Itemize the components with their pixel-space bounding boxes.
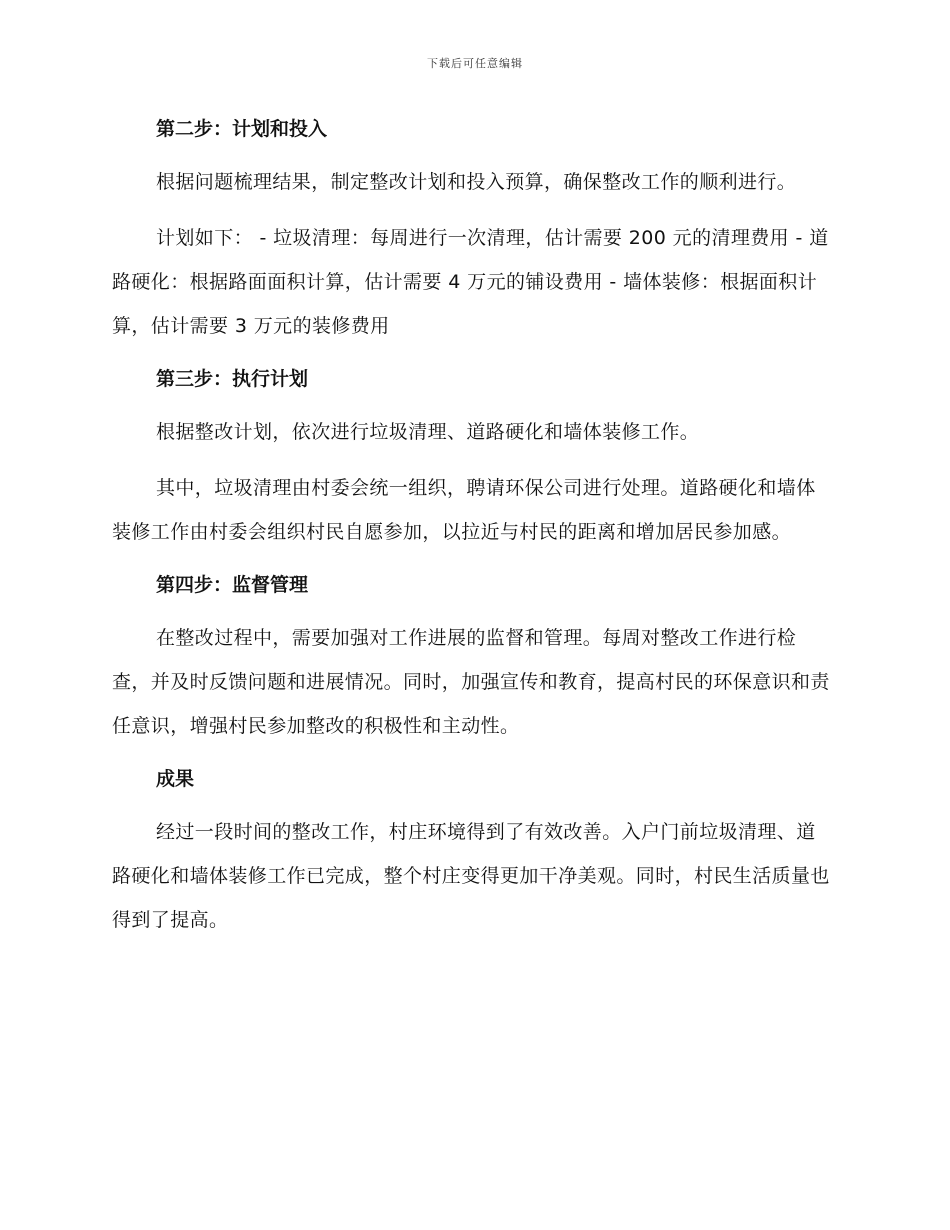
section-heading-step4: 第四步：监督管理 (156, 574, 309, 596)
paragraph: 根据问题梳理结果，制定整改计划和投入预算，确保整改工作的顺利进行。 (156, 171, 797, 193)
section-heading-result: 成果 (156, 768, 195, 790)
header-note: 下载后可任意编辑 (427, 57, 523, 70)
paragraph: 根据整改计划，依次进行垃圾清理、道路硬化和墙体装修工作。 (156, 421, 700, 443)
paragraph: 在整改过程中，需要加强对工作进展的监督和管理。每周对整改工作进行检查，并及时反馈问题和进展情况。同时，加强宣传和教育，提高村民的环保意识和责任意识，增强村民参加整改的积极性和主动性。 (112, 627, 830, 737)
paragraph: 其中，垃圾清理由村委会统一组织，聘请环保公司进行处理。道路硬化和墙体装修工作由村委会组织村民自愿参加，以拉近与村民的距离和增加居民参加感。 (112, 477, 816, 543)
section-heading-step2: 第二步：计划和投入 (156, 118, 328, 140)
paragraph: 计划如下： - 垃圾清理：每周进行一次清理，估计需要 200 元的清理费用 - 道路硬化：根据路面面积计算，估计需要 4 万元的铺设费用 - 墙体装修：根据面积计算，估计需要 3 万元的装修费用 (112, 227, 829, 337)
document-body (112, 110, 834, 954)
paragraph: 经过一段时间的整改工作，村庄环境得到了有效改善。入户门前垃圾清理、道路硬化和墙体装修工作已完成，整个村庄变得更加干净美观。同时，村民生活质量也得到了提高。 (112, 821, 830, 931)
section-heading-step3: 第三步：执行计划 (156, 368, 309, 390)
